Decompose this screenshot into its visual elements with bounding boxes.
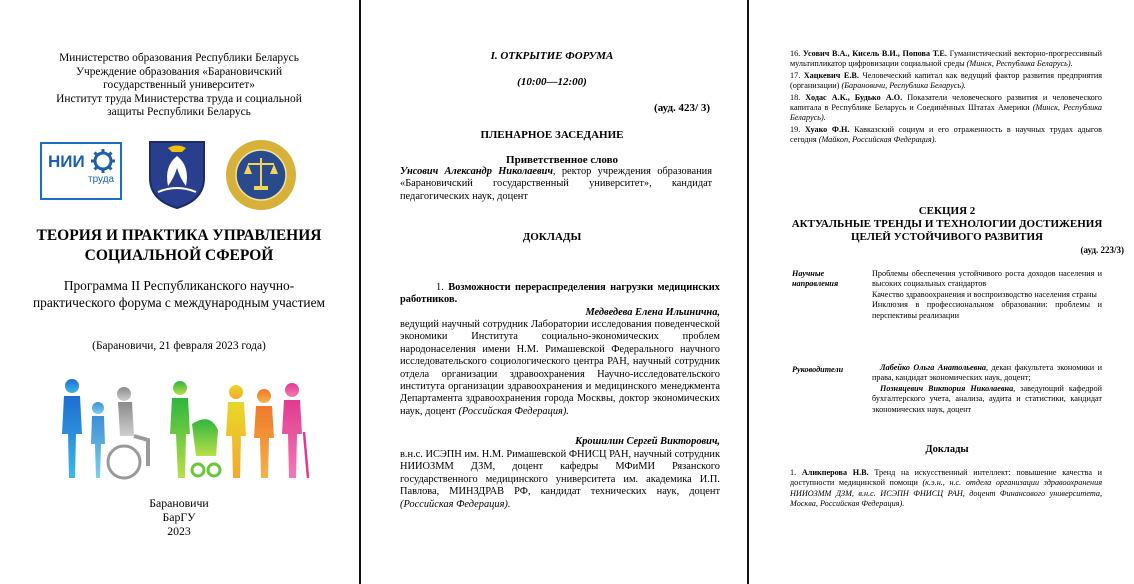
section-label: СЕКЦИЯ 2 [918,205,976,217]
university-crest-icon [146,138,208,210]
institution-line: Министерство образования Республики Беларусь [59,52,299,64]
people-silhouettes-icon [40,374,310,482]
session-time: (10:00—12:00) [517,76,587,88]
page-cover [0,0,358,584]
institution-line: Учреждение образования «Барановичский государственный университет» [75,65,283,91]
nii-truda-logo [40,142,122,200]
directions-label: Научные направления [792,269,839,289]
reports-heading: Доклады [925,444,969,455]
faculty-seal-icon [224,138,298,212]
leaders-label: Руководители [792,365,844,374]
institutions-block [30,52,328,120]
plenary-heading: ПЛЕНАРНОЕ ЗАСЕДАНИЕ [480,129,624,141]
institution-line: Институт труда Министерства труда и социальной защиты Республики Беларусь [56,92,302,118]
page-section-2 [750,0,1134,584]
document-title: ТЕОРИЯ И ПРАКТИКА УПРАВЛЕНИЯ СОЦИАЛЬНОЙ СФЕРОЙ [36,227,322,264]
author-affiliation: в.н.с. ИСЭПН им. Н.М. Римашевской ФНИСЦ РАН, научный сотрудник НИИОЗММ ДЗМ, доцент кафедры МФиМИ Рязанского государственного медицинского университета им. академика И.П. Павлова, МИНЗДРАВ РФ, кандидат технических наук, доцент (Российская Федерация). [400,449,720,510]
page-divider [359,0,361,584]
list-item: 19. Хуако Ф.Н. Кавказский социум и его отраженность в научных трудах адыгов сегодня (Майкоп, Российская Федерация). [790,124,1102,145]
imprint-year: 2023 [167,524,191,538]
imprint-publisher: БарГУ [162,510,196,524]
imprint-city: Барановичи [149,496,209,510]
leader-item: Лабейко Ольга Анатольевна, декан факультета экономики и права, кандидат экономических наук, доцент; [872,363,1102,383]
report-item [400,282,720,307]
greeting-heading: Приветственное слово [506,154,618,166]
list-item: 16. Усович В.А., Кисель В.И., Попова Т.Е. Гуманистический векторно-прогрессивный мультипликатор цифровизации социальной среды (Минск, Республика Беларусь). [790,49,1102,69]
page-divider [747,0,749,584]
author-country: (Российская Федерация). [400,498,511,510]
report-title: Возможности перераспределения нагрузки медицинских работников. [400,282,720,306]
speaker-position: , ректор учреждения образования «Барановичский государственный университет», кандидат педагогических наук, доцент [400,166,713,202]
gear-icon [90,148,116,174]
list-item: 17. Хацкевич Е.В. Человеческий капитал как ведущий фактор развития предприятия (организации) (Барановичи, Республика Беларусь). [790,70,1102,91]
report-item: 1. Аликперова Н.В. Тренд на искусственный интеллект: повышение качества и доступности медицинской помощи (к.э.н., н.с. отдела организации здравоохранения НИИОЗММ ДЗМ, в.н.с. ИСЭПН ФНИСЦ РАН, доцент Финансового университета, Москва, Российская Федерация). [790,468,1102,509]
greeting-speaker [400,166,712,203]
room-number: (ауд. 423/ 3) [654,102,710,114]
list-item: 18. Ходас А.К., Будько А.О. Показатели человеческого развития и человеческого капитала в Республике Беларусь и Соединённых Штатах Америки (Минск, Республика Беларусь). [790,92,1103,123]
direction-item: Инклюзия в профессиональном образовании: проблемы и перспективы реализации [872,300,1102,320]
program-subtitle: Программа II Республиканского научно-практического форума с международным участием [32,278,326,310]
direction-item: Качество здравоохранения и воспроизводство населения страны [872,289,1097,299]
nii-logo-text: НИИ [48,152,85,171]
direction-item: Проблемы обеспечения устойчивого роста доходов населения и высоких социальных стандартов [872,269,1102,289]
author-affiliation: ведущий научный сотрудник Лаборатории исследования поведенческой экономики Института социально-экономических проблем народонаселения имени Н.М. Римашевской Федерального научного исследовательского социологического центра РАН, научный сотрудник отдела организации здравоохранения Научно-исследовательского института организации здравоохранения и медицинского менеджмента Департамента здравоохранения города Москвы, доктор экономических наук, доцент (Российская Федерация). [400,319,720,417]
section-title: I. ОТКРЫТИЕ ФОРУМА [490,50,614,62]
room-number: (ауд. 223/3) [1080,245,1124,255]
author-name: Крошилин Сергей Викторович, [575,436,720,447]
reports-heading: ДОКЛАДЫ [522,231,582,243]
leader-item: Позняцевич Виктория Николаевна, заведующий кафедрой бухгалтерского учета, анализа, аудита и статистики, кандидат экономических наук, доцент [872,383,1102,414]
directions-list [872,269,1102,321]
speaker-name: Унсович Александр Николаевич [400,166,553,177]
author-country: (Российская Федерация). [458,405,569,417]
author-name: Медведева Елена Ильинична, [585,307,720,318]
leaders-list [872,363,1102,415]
date-line: (Барановичи, 21 февраля 2023 года) [92,340,266,352]
imprint [80,496,278,538]
section-title: АКТУАЛЬНЫЕ ТРЕНДЫ И ТЕХНОЛОГИИ ДОСТИЖЕНИЯ ЦЕЛЕЙ УСТОЙЧИВОГО РАЗВИТИЯ [791,218,1103,243]
report-number: 1. [436,282,444,293]
nii-logo-subtext: труда [88,174,115,185]
report-list [790,49,1102,146]
page-opening [362,0,746,584]
